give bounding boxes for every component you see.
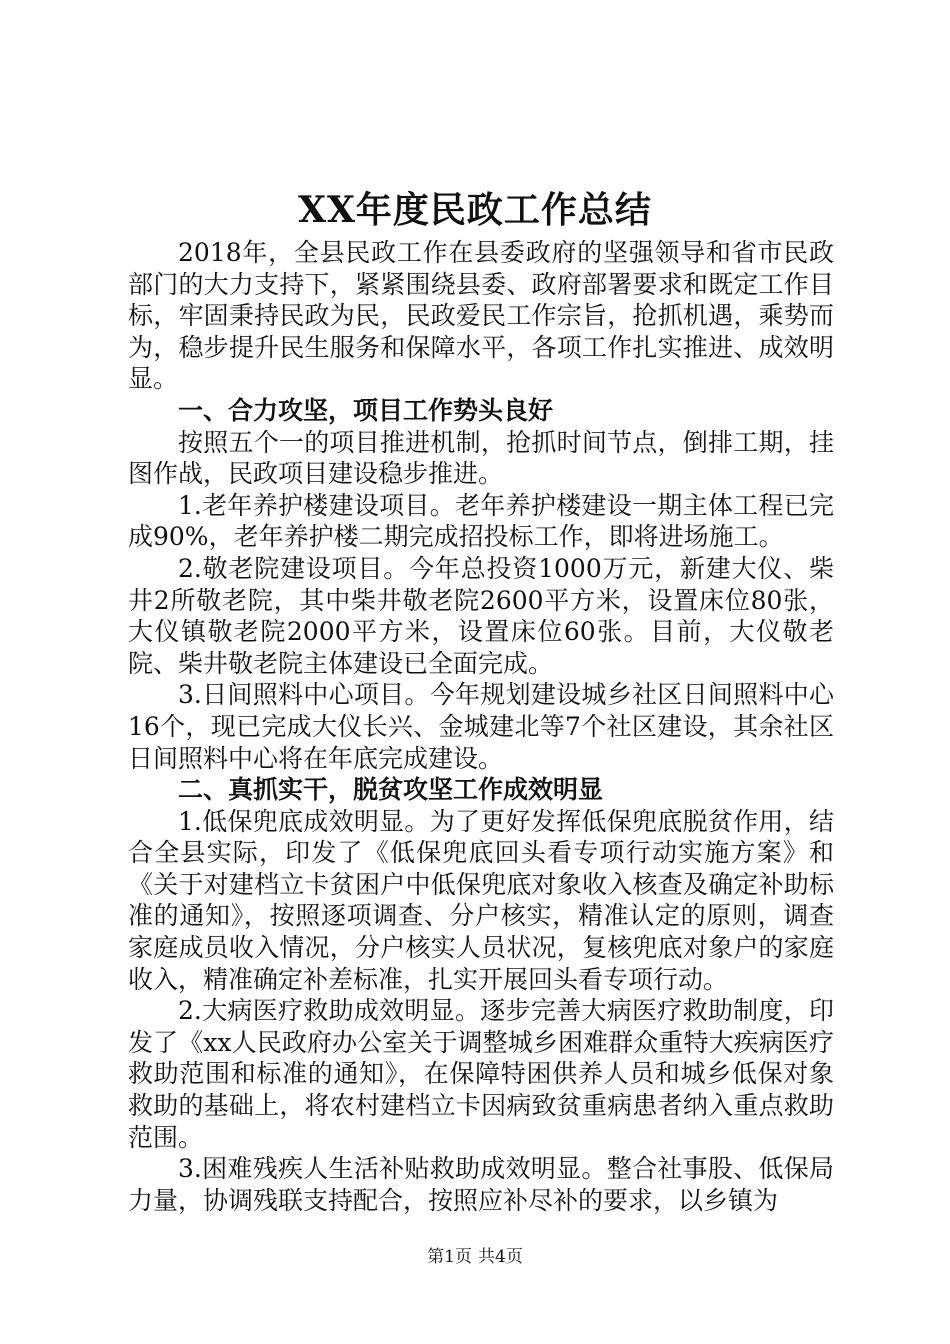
document-title: XX年度民政工作总结 [298,189,652,231]
document-body [128,237,834,1216]
body-paragraph: 2.敬老院建设项目。今年总投资1000万元，新建大仪、柴井2所敬老院，其中柴井敬老院2600平方米，设置床位80张，大仪镇敬老院2000平方米，设置床位60张。目前，大仪敬老院、柴井敬老院主体建设已全面完成。 [128,553,834,678]
body-paragraph: 按照五个一的项目推进机制，抢抓时间节点，倒排工期，挂图作战，民政项目建设稳步推进。 [128,427,834,489]
body-paragraph: 2.大病医疗救助成效明显。逐步完善大病医疗救助制度，印发了《xx人民政府办公室关于调整城乡困难群众重特大疾病医疗救助范围和标准的通知》，在保障特困供养人员和城乡低保对象救助的基础上，将农村建档立卡因病致贫重病患者纳入重点救助范围。 [128,996,834,1152]
intro-paragraph: 2018年，全县民政工作在县委政府的坚强领导和省市民政部门的大力支持下，紧紧围绕县委、政府部署要求和既定工作目标，牢固秉持民政为民，民政爱民工作宗旨，抢抓机遇，乘势而为，稳步提升民生服务和保障水平，各项工作扎实推进、成效明显。 [128,238,834,394]
body-paragraph: 3.日间照料中心项目。今年规划建设城乡社区日间照料中心16个，现已完成大仪长兴、金城建北等7个社区建设，其余社区日间照料中心将在年底完成建设。 [128,680,834,773]
body-paragraph: 1.老年养护楼建设项目。老年养护楼建设一期主体工程已完成90%，老年养护楼二期完成招投标工作，即将进场施工。 [128,490,834,552]
section-heading: 二、真抓实干，脱贫攻坚工作成效明显 [178,775,604,805]
page-footer [0,1245,950,1269]
section-heading: 一、合力攻坚，项目工作势头良好 [178,395,554,425]
page-total: 共4页 [478,1247,523,1267]
body-paragraph: 1.低保兜底成效明显。为了更好发挥低保兜底脱贫作用，结合全县实际，印发了《低保兜底回头看专项行动实施方案》和《关于对建档立卡贫困户中低保兜底对象收入核查及确定补助标准的通知》，按照逐项调查、分户核实，精准认定的原则，调查家庭成员收入情况，分户核实人员状况，复核兜底对象户的家庭收入，精准确定补差标准，扎实开展回头看专项行动。 [128,806,834,994]
page-number: 第1页 [427,1247,472,1267]
body-paragraph: 3.困难残疾人生活补贴救助成效明显。整合社事股、低保局力量，协调残联支持配合，按照应补尽补的要求，以乡镇为 [128,1154,834,1215]
